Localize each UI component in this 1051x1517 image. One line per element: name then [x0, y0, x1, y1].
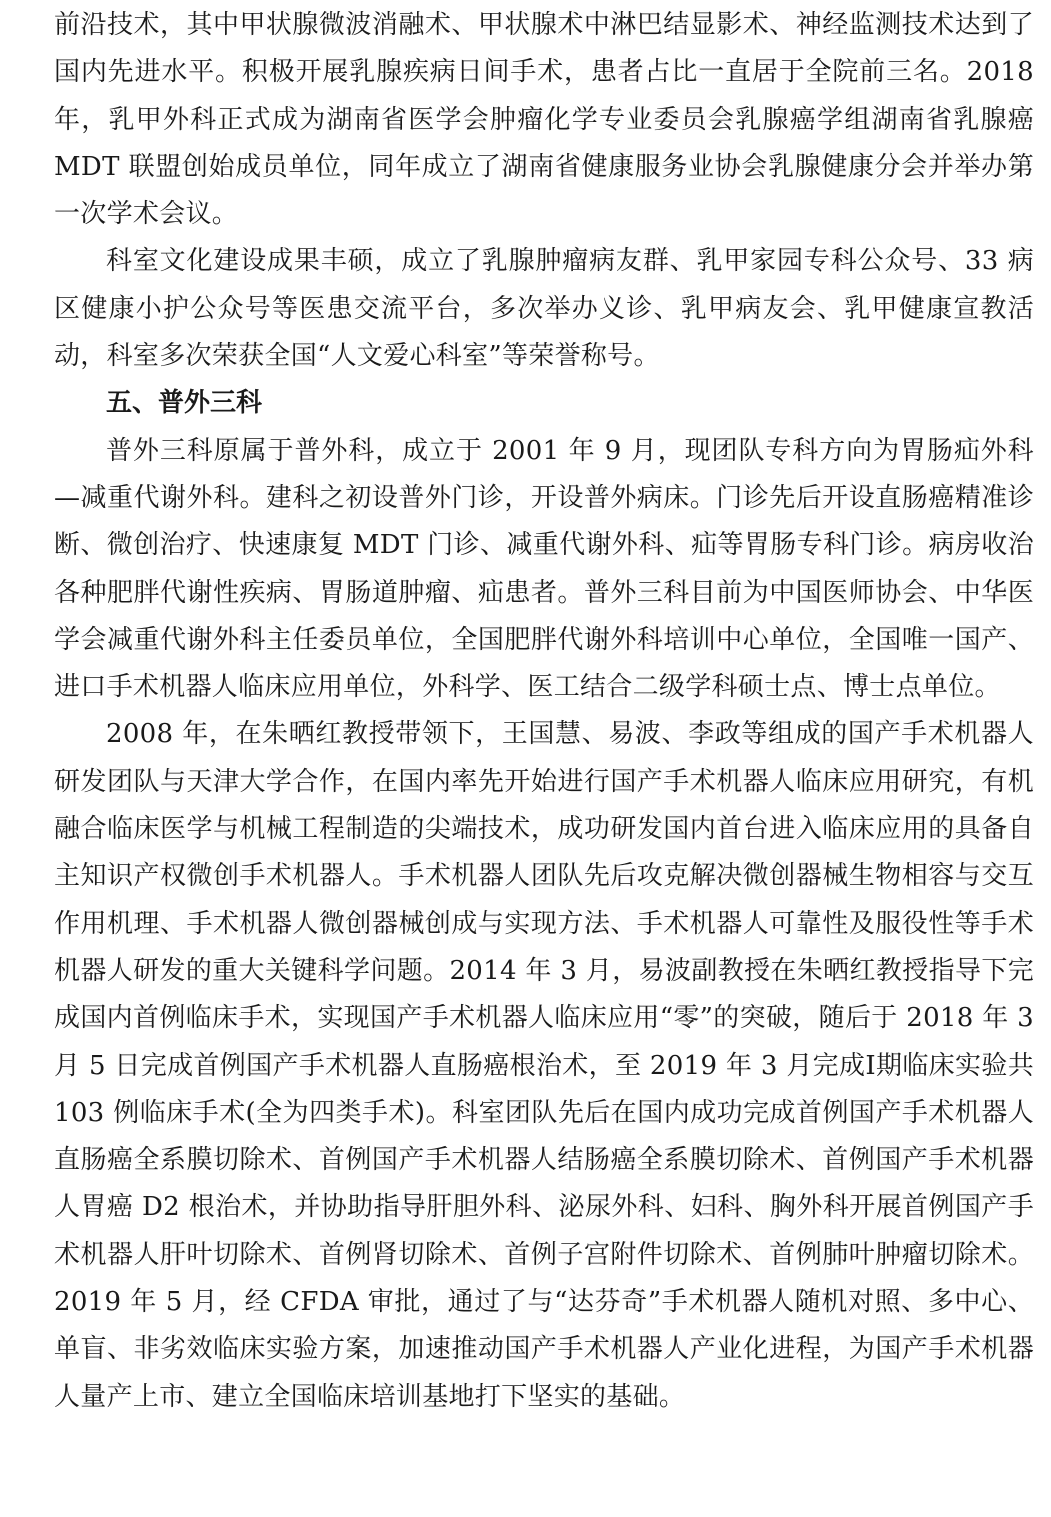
- paragraph-general-surgery-overview: 普外三科原属于普外科，成立于 2001 年 9 月，现团队专科方向为胃肠疝外科—减重代谢外科。建科之初设普外门诊，开设普外病床。门诊先后开设直肠癌精准诊断、微创治疗、快速康复 MDT 门诊、减重代谢外科、疝等胃肠专科门诊。病房收治各种肥胖代谢性疾病、胃肠道肿瘤、疝患者。普外三科目前为中国医师协会、中华医学会减重代谢外科主任委员单位，全国肥胖代谢外科培训中心单位，全国唯一国产、进口手术机器人临床应用单位，外科学、医工结合二级学科硕士点、博士点单位。: [54, 435, 1034, 703]
- paragraph-surgical-robot-history: 2008 年，在朱晒红教授带领下，王国慧、易波、李政等组成的国产手术机器人研发团队与天津大学合作，在国内率先开始进行国产手术机器人临床应用研究，有机融合临床医学与机械工程制造的尖端技术，成功研发国内首台进入临床应用的具备自主知识产权微创手术机器人。手术机器人团队先后攻克解决微创器械生物相容与交互作用机理、手术机器人微创器械创成与实现方法、手术机器人可靠性及服役性等手术机器人研发的重大关键科学问题。2014 年 3 月，易波副教授在朱晒红教授指导下完成国内首例临床手术，实现国产手术机器人临床应用“零”的突破，随后于 2018 年 3 月 5 日完成首例国产手术机器人直肠癌根治术，至 2019 年 3 月完成Ⅰ期临床实验共 103 例临床手术(全为四类手术)。科室团队先后在国内成功完成首例国产手术机器人直肠癌全系膜切除术、首例国产手术机器人结肠癌全系膜切除术、首例国产手术机器人胃癌 D2 根治术，并协助指导肝胆外科、泌尿外科、妇科、胸外科开展首例国产手术机器人肝叶切除术、首例肾切除术、首例子宫附件切除术、首例肺叶肿瘤切除术。2019 年 5 月，经 CFDA 审批，通过了与“达芬奇”手术机器人随机对照、多中心、单盲、非劣效临床实验方案，加速推动国产手术机器人产业化进程，为国产手术机器人量产上市、建立全国临床培训基地打下坚实的基础。: [54, 719, 1034, 1412]
- document-page: [54, 2, 1034, 1421]
- paragraph-department-culture: 科室文化建设成果丰硕，成立了乳腺肿瘤病友群、乳甲家园专科公众号、33 病区健康小护公众号等医患交流平台，多次举办义诊、乳甲病友会、乳甲健康宣教活动，科室多次荣获全国“人文爱心科室”等荣誉称号。: [54, 246, 1034, 372]
- section-heading-general-surgery-three: 五、普外三科: [106, 388, 263, 419]
- paragraph-thyroid-breast-technology: 前沿技术，其中甲状腺微波消融术、甲状腺术中淋巴结显影术、神经监测技术达到了国内先进水平。积极开展乳腺疾病日间手术，患者占比一直居于全院前三名。2018 年，乳甲外科正式成为湖南省医学会肿瘤化学专业委员会乳腺癌学组湖南省乳腺癌 MDT 联盟创始成员单位，同年成立了湖南省健康服务业协会乳腺健康分会并举办第一次学术会议。: [54, 10, 1034, 230]
